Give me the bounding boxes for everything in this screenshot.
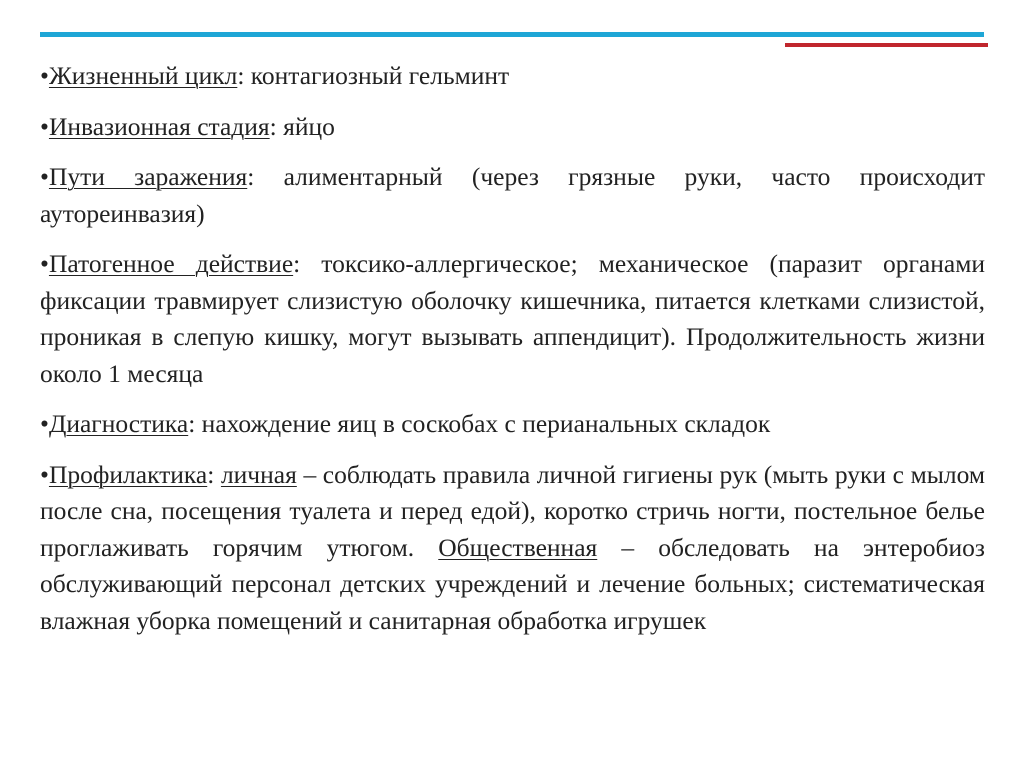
bullet: •	[40, 111, 49, 141]
bullet: •	[40, 459, 49, 489]
bullet: •	[40, 249, 49, 278]
item-diagnostics	[40, 406, 985, 443]
bullet: •	[40, 162, 49, 191]
item-prevention	[40, 457, 985, 640]
item-life-cycle	[40, 58, 985, 95]
item-subterm-public: Общественная	[438, 532, 598, 562]
item-text: : контагиозный гельминт	[237, 61, 510, 90]
item-text: – соблюдать правила личной гигиены рук (мыть руки с мылом после сна, посещения туалета и перед едой), коротко стричь ногти, постельное белье проглаживать горячим утюгом.	[40, 459, 985, 562]
slide-body	[40, 58, 985, 653]
item-separator: :	[207, 459, 221, 489]
item-term: Диагностика	[48, 409, 189, 438]
item-term: Жизненный цикл	[48, 61, 238, 90]
item-term: Патогенное действие	[48, 249, 294, 278]
item-invasive-stage	[40, 109, 985, 146]
item-subterm-personal: личная	[220, 459, 297, 489]
item-term: Пути заражения	[48, 162, 248, 191]
item-term: Инвазионная стадия	[48, 111, 270, 141]
item-text: : нахождение яиц в соскобах с перианальных складок	[188, 409, 771, 438]
item-text: : яйцо	[269, 111, 335, 141]
item-text: : алиментарный (через грязные руки, часто происходит аутореинвазия)	[40, 162, 986, 228]
bullet: •	[40, 409, 49, 438]
top-accent-rule-blue	[40, 32, 984, 37]
top-accent-rule-red	[785, 43, 988, 47]
item-term: Профилактика	[48, 459, 208, 489]
item-text: : токсико-аллергическое; механическое (паразит органами фиксации травмирует слизистую оболочку кишечника, питается клетками слизистой, проникая в слепую кишку, могут вызывать аппендицит). Продолжительность жизни около 1 месяца	[40, 249, 985, 388]
item-pathogenic-action	[40, 246, 985, 392]
item-text: – обследовать на энтеробиоз обслуживающий персонал детских учреждений и лечение больных; систематическая влажная уборка помещений и санитарная обработка игрушек	[40, 532, 985, 635]
item-infection-routes	[40, 159, 985, 232]
bullet: •	[40, 61, 49, 90]
